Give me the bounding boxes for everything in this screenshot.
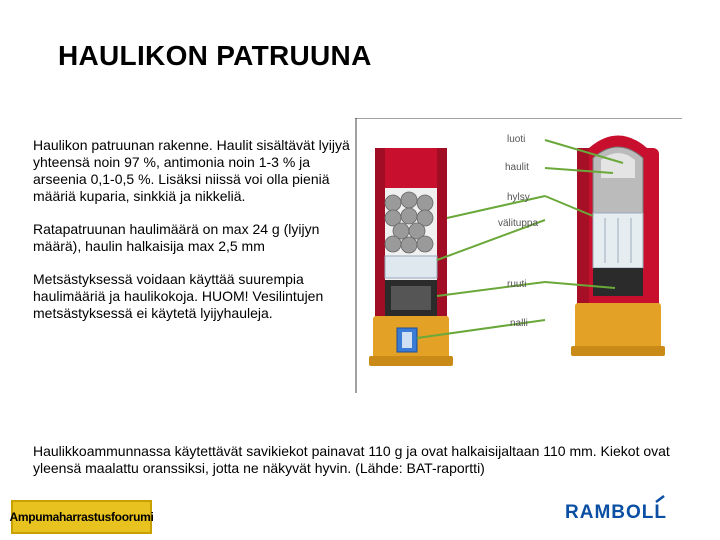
paragraph-hunting: Metsästyksessä voidaan käyttää suurempia haulimääriä ja haulikokoja. HUOM! Vesilintujen metsästyksessä ei käytetä lyijyhauleja. xyxy=(33,271,324,321)
label-haulit: haulit xyxy=(505,162,529,173)
pellets xyxy=(385,192,433,253)
wad xyxy=(385,256,437,278)
label-hylsy: hylsy xyxy=(507,192,530,203)
ramboll-logo xyxy=(555,494,695,528)
cartridge-diagram xyxy=(355,118,682,393)
label-valituppa: välituppa xyxy=(498,218,539,229)
page-title: HAULIKON PATRUUNA xyxy=(58,40,372,71)
paragraph-trap-load: Ratapatruunan haulimäärä on max 24 g (lyijyn määrä), haulin halkaisija max 2,5 mm xyxy=(33,221,320,254)
logo-right-text: RAMBOLL xyxy=(565,502,667,523)
clay-target-text: Haulikkoammunnassa käytettävät savikiekot painavat 110 g ja ovat halkaisijaltaan 110 mm. Kiekot ovat yleensä maalattu oranssiksi, jotta ne näkyvät hyvin. (Lähde: BAT-raportti) xyxy=(33,443,670,476)
brass-base-right xyxy=(575,303,661,351)
label-nalli: nalli xyxy=(510,318,528,329)
cutaway-cartridge xyxy=(369,148,453,366)
ampumaharrastusfoorumi-logo xyxy=(11,500,152,534)
label-ruuti: ruuti xyxy=(507,279,527,290)
powder-right xyxy=(593,268,643,296)
cartridge-illustration xyxy=(355,118,682,393)
ramboll-logo-graphic xyxy=(555,494,695,528)
logo-left-text: Ampumaharrastusfoorumi xyxy=(9,510,154,524)
description-text xyxy=(33,137,351,338)
paragraph-composition: Haulikon patruunan rakenne. Haulit sisältävät lyijyä yhteensä noin 97 %, antimonia noin 1-3 % ja arseenia 0,1-0,5 %. Lisäksi niissä voi olla pieniä määriä kuparia, sinkkiä ja nikkeliä. xyxy=(33,137,350,204)
label-luoti: luoti xyxy=(507,134,526,145)
whole-cartridge xyxy=(571,136,665,357)
